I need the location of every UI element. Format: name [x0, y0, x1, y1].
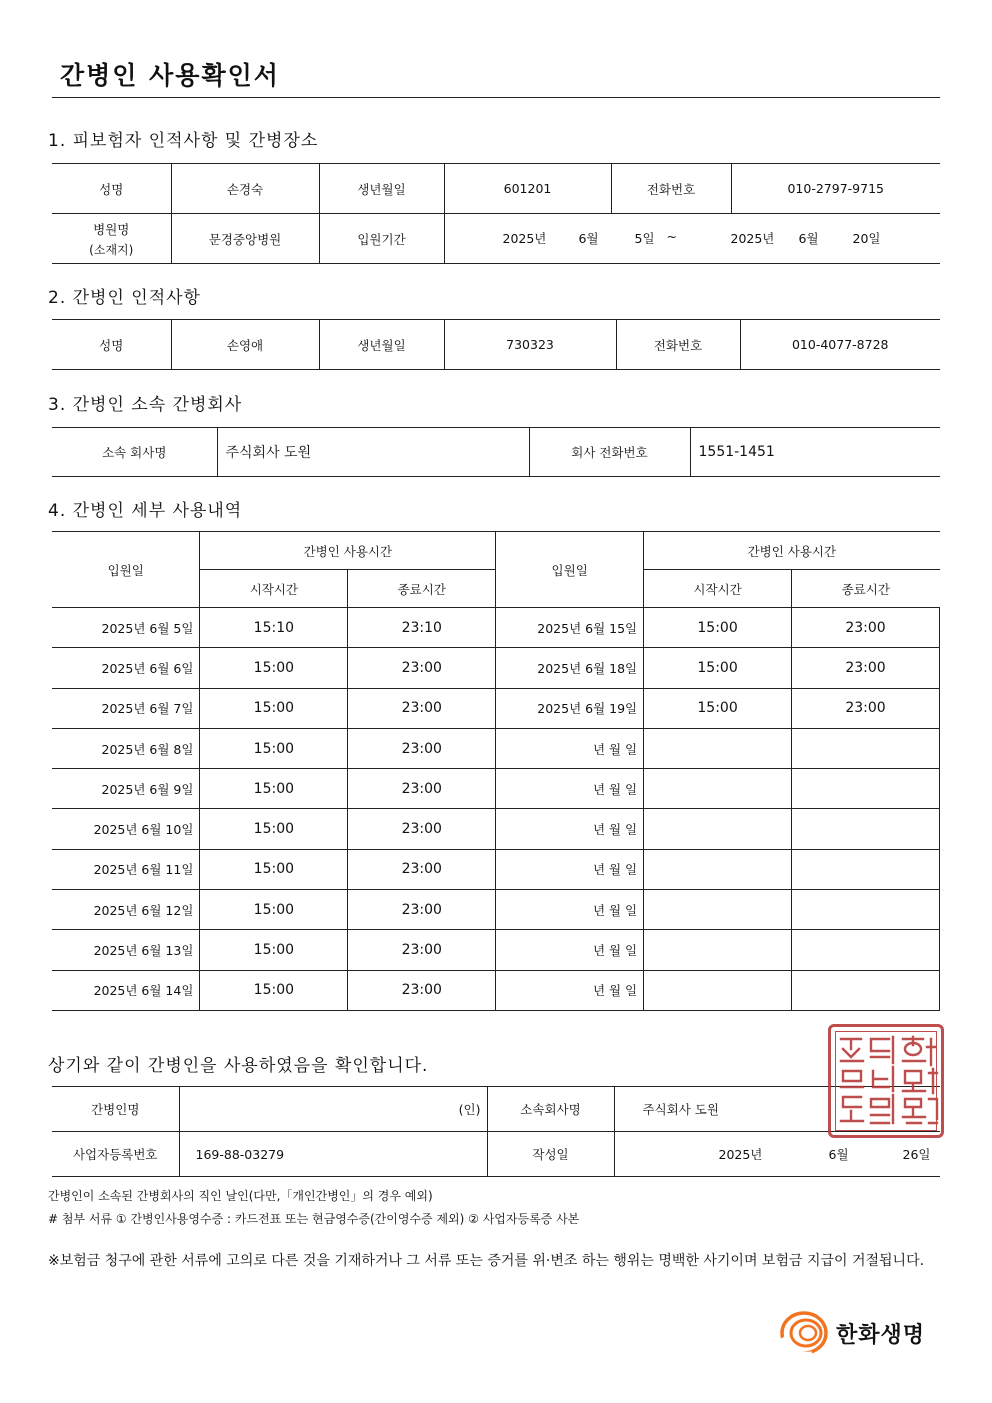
right-start — [644, 930, 792, 970]
left-end: 23:10 — [348, 608, 496, 648]
right-start: 15:00 — [644, 608, 792, 648]
table-row — [52, 728, 940, 768]
section4-heading: 4. 간병인 세부 사용내역 — [48, 501, 243, 521]
section2-heading: 2. 간병인 인적사항 — [48, 288, 201, 308]
insured-phone-label: 전화번호 — [611, 164, 731, 214]
table-row — [52, 608, 940, 648]
left-date: 2025년 6월 9일 — [52, 769, 200, 809]
insured-phone: 010-2797-9715 — [731, 164, 940, 214]
caregiver-name: 손영애 — [171, 320, 319, 370]
left-start: 15:00 — [200, 890, 348, 930]
right-end: 23:00 — [792, 608, 940, 648]
company-info-table — [52, 427, 940, 477]
right-date: 2025년 6월 18일 — [496, 648, 644, 688]
period-end-day: 20일 — [852, 230, 881, 246]
right-start: 15:00 — [644, 688, 792, 728]
table-row — [52, 809, 940, 849]
left-end: 23:00 — [348, 930, 496, 970]
right-end — [792, 930, 940, 970]
left-end: 23:00 — [348, 970, 496, 1010]
left-end: 23:00 — [348, 809, 496, 849]
left-start: 15:00 — [200, 769, 348, 809]
confirm-company: 주식회사 도원 — [614, 1087, 940, 1132]
caregiver-info-table — [52, 319, 940, 370]
table-row — [52, 688, 940, 728]
table-row — [52, 849, 940, 889]
right-end — [792, 890, 940, 930]
caregiver-sign-field[interactable] — [179, 1087, 487, 1132]
right-date: 년 월 일 — [496, 769, 644, 809]
right-date: 년 월 일 — [496, 930, 644, 970]
right-date: 년 월 일 — [496, 728, 644, 768]
caregiver-birth: 730323 — [444, 320, 616, 370]
left-date: 2025년 6월 7일 — [52, 688, 200, 728]
document-title: 간병인 사용확인서 — [60, 61, 280, 90]
company-seal-stamp — [828, 1024, 944, 1138]
period-start-month: 6월 — [578, 230, 599, 246]
right-date: 년 월 일 — [496, 849, 644, 889]
left-start: 15:00 — [200, 849, 348, 889]
right-end — [792, 728, 940, 768]
caregiver-name-label: 성명 — [52, 320, 171, 370]
table-row — [52, 970, 940, 1010]
right-start — [644, 849, 792, 889]
company-name-label: 소속 회사명 — [52, 428, 217, 477]
insured-name-label: 성명 — [52, 164, 171, 214]
left-end: 23:00 — [348, 849, 496, 889]
insured-name: 손경숙 — [171, 164, 319, 214]
period-tilde: ~ — [666, 228, 677, 244]
attachments-note: # 첨부 서류 ① 간병인사용영수증 : 카드전표 또는 현금영수증(간이영수증 제외) ② 사업자등록증 사본 — [48, 1212, 580, 1226]
usage-detail-table — [52, 531, 940, 1011]
caregiver-birth-label: 생년월일 — [319, 320, 444, 370]
seal-glyphs — [831, 1027, 941, 1135]
confirm-company-label: 소속회사명 — [487, 1087, 614, 1132]
left-date: 2025년 6월 5일 — [52, 608, 200, 648]
right-start — [644, 809, 792, 849]
right-usage-header: 간병인 사용시간 — [644, 532, 940, 570]
seal-note: 간병인이 소속된 간병회사의 직인 날인(다만,「개인간병인」의 경우 예외) — [48, 1189, 433, 1203]
hospital-name: 문경중앙병원 — [171, 214, 319, 264]
left-date: 2025년 6월 10일 — [52, 809, 200, 849]
left-end: 23:00 — [348, 769, 496, 809]
period-end-month: 6월 — [798, 230, 819, 246]
left-start: 15:00 — [200, 688, 348, 728]
table-row — [52, 648, 940, 688]
written-month: 6월 — [828, 1147, 849, 1162]
right-start-header: 시작시간 — [644, 570, 792, 608]
section1-heading: 1. 피보험자 인적사항 및 간병장소 — [48, 131, 319, 151]
left-date: 2025년 6월 8일 — [52, 728, 200, 768]
hanwha-logo-icon — [778, 1308, 832, 1358]
right-start: 15:00 — [644, 648, 792, 688]
right-date-header: 입원일 — [496, 532, 644, 608]
left-date: 2025년 6월 14일 — [52, 970, 200, 1010]
period-start-day: 5일 — [634, 230, 655, 246]
left-start: 15:10 — [200, 608, 348, 648]
left-date: 2025년 6월 12일 — [52, 890, 200, 930]
right-start — [644, 890, 792, 930]
hanwha-logo-text: 한화생명 — [836, 1323, 926, 1348]
written-day: 26일 — [902, 1147, 931, 1162]
right-date: 2025년 6월 15일 — [496, 608, 644, 648]
written-date — [614, 1132, 940, 1177]
biz-no: 169-88-03279 — [179, 1132, 487, 1177]
confirmation-statement: 상기와 같이 간병인을 사용하였음을 확인합니다. — [48, 1056, 429, 1076]
period-end-year: 2025년 — [730, 230, 775, 246]
left-end-header: 종료시간 — [348, 570, 496, 608]
table-row — [52, 769, 940, 809]
right-end: 23:00 — [792, 648, 940, 688]
biz-no-label: 사업자등록번호 — [52, 1132, 179, 1177]
left-usage-header: 간병인 사용시간 — [200, 532, 496, 570]
left-end: 23:00 — [348, 890, 496, 930]
right-date: 2025년 6월 19일 — [496, 688, 644, 728]
right-end — [792, 849, 940, 889]
hospital-label-sub: (소재지) — [89, 242, 134, 257]
left-date: 2025년 6월 11일 — [52, 849, 200, 889]
right-end-header: 종료시간 — [792, 570, 940, 608]
left-end: 23:00 — [348, 728, 496, 768]
left-start: 15:00 — [200, 728, 348, 768]
right-end — [792, 970, 940, 1010]
title-divider — [52, 97, 940, 98]
seal-mark: (인) — [458, 1102, 481, 1117]
right-date: 년 월 일 — [496, 890, 644, 930]
admission-period — [444, 214, 940, 264]
hanwha-life-logo — [778, 1308, 938, 1358]
confirmation-table — [52, 1086, 940, 1177]
left-end: 23:00 — [348, 688, 496, 728]
caregiver-sign-label: 간병인명 — [52, 1087, 179, 1132]
insured-birth-label: 생년월일 — [319, 164, 444, 214]
insured-info-table — [52, 163, 940, 264]
left-date-header: 입원일 — [52, 532, 200, 608]
hospital-label — [52, 214, 171, 264]
caregiver-phone: 010-4077-8728 — [740, 320, 940, 370]
right-date: 년 월 일 — [496, 809, 644, 849]
left-start: 15:00 — [200, 648, 348, 688]
period-start-year: 2025년 — [502, 230, 547, 246]
fraud-warning: ※보험금 청구에 관한 서류에 고의로 다른 것을 기재하거나 그 서류 또는 증거를 위·변조 하는 행위는 명백한 사기이며 보험금 지급이 거절됩니다. — [48, 1253, 925, 1269]
left-start-header: 시작시간 — [200, 570, 348, 608]
section3-heading: 3. 간병인 소속 간병회사 — [48, 395, 243, 415]
company-phone-label: 회사 전화번호 — [529, 428, 690, 477]
table-row — [52, 890, 940, 930]
right-end — [792, 769, 940, 809]
written-date-label: 작성일 — [487, 1132, 614, 1177]
left-start: 15:00 — [200, 930, 348, 970]
table-row — [52, 930, 940, 970]
left-start: 15:00 — [200, 809, 348, 849]
left-end: 23:00 — [348, 648, 496, 688]
right-start — [644, 769, 792, 809]
insured-birth: 601201 — [444, 164, 611, 214]
company-phone: 1551-1451 — [690, 428, 940, 477]
left-date: 2025년 6월 13일 — [52, 930, 200, 970]
right-date: 년 월 일 — [496, 970, 644, 1010]
right-end — [792, 809, 940, 849]
left-start: 15:00 — [200, 970, 348, 1010]
left-date: 2025년 6월 6일 — [52, 648, 200, 688]
admission-period-label: 입원기간 — [319, 214, 444, 264]
written-year: 2025년 — [718, 1147, 763, 1162]
right-end: 23:00 — [792, 688, 940, 728]
right-start — [644, 728, 792, 768]
caregiver-phone-label: 전화번호 — [616, 320, 740, 370]
company-name: 주식회사 도원 — [217, 428, 529, 477]
hospital-label-main: 병원명 — [93, 221, 130, 237]
right-start — [644, 970, 792, 1010]
